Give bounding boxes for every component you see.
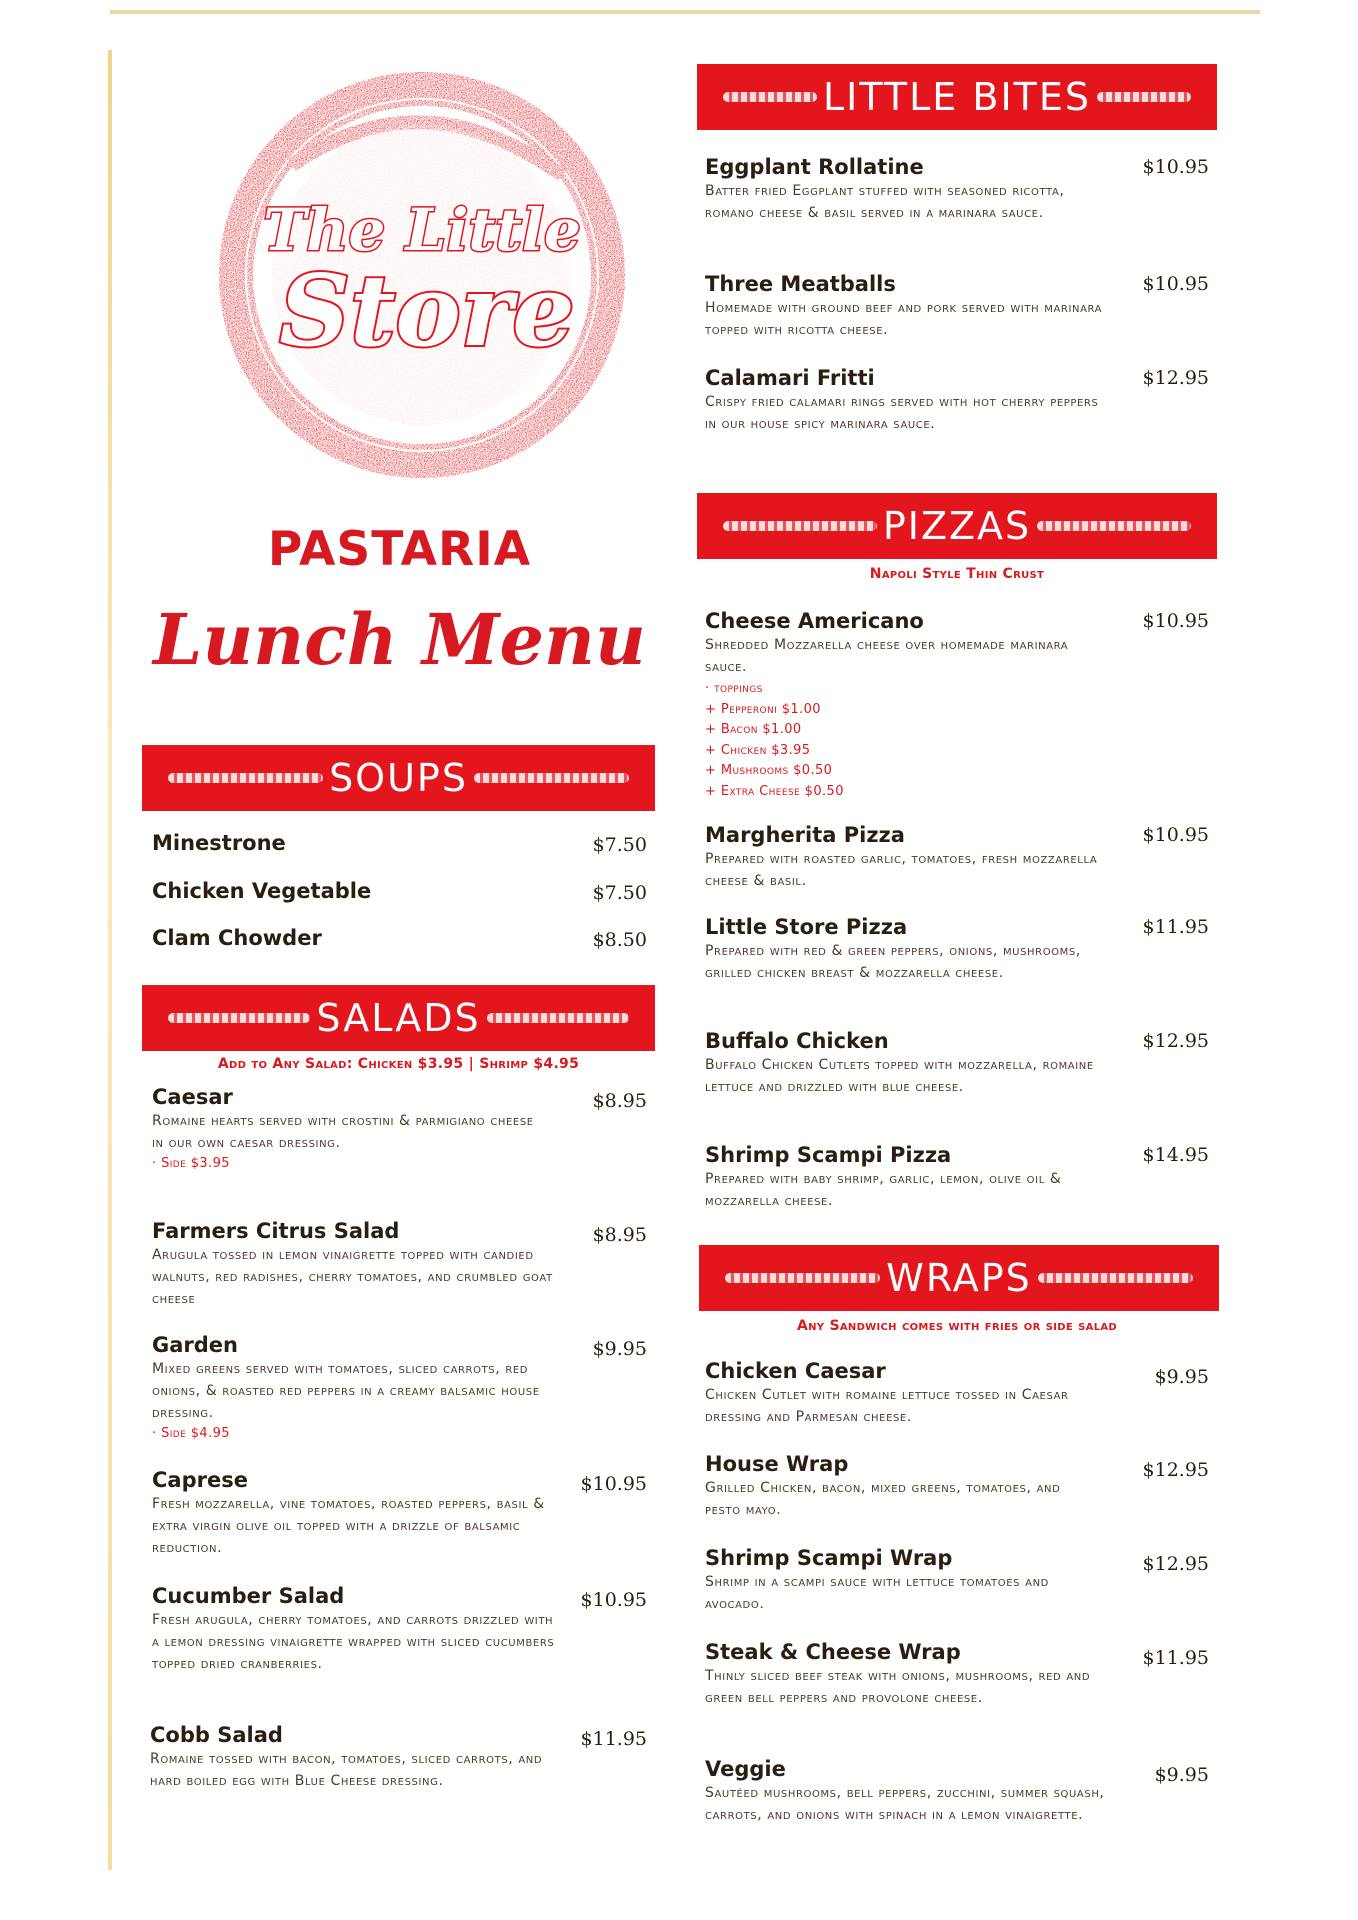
item-name: Chicken Vegetable: [152, 879, 372, 903]
item-price: $8.95: [592, 1090, 647, 1112]
banner-decoration: [487, 1013, 629, 1023]
menu-item-cucumber-salad: [142, 1583, 657, 1675]
item-price: $9.95: [1154, 1764, 1209, 1786]
item-name: Clam Chowder: [152, 926, 322, 950]
item-description: Grilled Chicken, bacon, mixed greens, tomatoes, and pesto mayo.: [705, 1480, 1061, 1518]
item-name: Three Meatballs: [705, 272, 896, 296]
item-description: Chicken Cutlet with romaine lettuce tossed in Caesar dressing and Parmesan cheese.: [705, 1387, 1069, 1425]
menu-item-minestrone: [142, 830, 657, 856]
item-price: $12.95: [1142, 1459, 1209, 1481]
item-description: Fresh arugula, cherry tomatoes, and carrots drizzled with a lemon dressing vinaigrette wrapped with sliced cucumbers topped dried cranberries.: [152, 1612, 555, 1672]
topping-mushrooms: + Mushrooms $0.50: [705, 763, 833, 778]
item-price: $10.95: [580, 1589, 647, 1611]
page-edge-left: [108, 50, 112, 1870]
item-description: Mixed greens served with tomatoes, sliced carrots, red onions, & roasted red peppers in a creamy balsamic house dressing.: [152, 1361, 540, 1421]
banner-decoration: [723, 521, 877, 531]
menu-item-shrimp-scampi-wrap: [697, 1545, 1217, 1615]
item-description: Batter fried Eggplant stuffed with seasoned ricotta, romano cheese & basil served in a marinara sauce.: [705, 183, 1065, 221]
banner-decoration: [1097, 92, 1191, 102]
item-price: $10.95: [1142, 156, 1209, 178]
menu-item-clam-chowder: [142, 925, 657, 951]
item-name: Caesar: [152, 1085, 233, 1109]
item-price: $12.95: [1142, 1553, 1209, 1575]
item-price: $10.95: [1142, 824, 1209, 846]
item-description: Buffalo Chicken Cutlets topped with mozzarella, romaine lettuce and drizzled with blue cheese.: [705, 1057, 1094, 1095]
banner-decoration: [474, 773, 629, 783]
item-name: Steak & Cheese Wrap: [705, 1640, 961, 1664]
item-name: Cobb Salad: [150, 1723, 283, 1747]
item-name: Shrimp Scampi Pizza: [705, 1143, 952, 1167]
item-price: $12.95: [1142, 1030, 1209, 1052]
item-description: Prepared with baby shrimp, garlic, lemon, olive oil & mozzarella cheese.: [705, 1171, 1062, 1209]
item-price: $9.95: [592, 1338, 647, 1360]
item-name: Garden: [152, 1333, 238, 1357]
item-name: Farmers Citrus Salad: [152, 1219, 400, 1243]
banner-decoration: [168, 773, 323, 783]
item-name: Minestrone: [152, 831, 286, 855]
menu-item-calamari-fritti: [697, 365, 1217, 435]
item-name: Eggplant Rollatine: [705, 155, 924, 179]
item-price: $11.95: [1142, 1647, 1209, 1669]
pizzas-banner: [697, 493, 1217, 559]
menu-item-house-wrap: [697, 1451, 1217, 1521]
item-price: $10.95: [1142, 273, 1209, 295]
banner-decoration: [1037, 521, 1191, 531]
item-name: Shrimp Scampi Wrap: [705, 1546, 953, 1570]
menu-item-caprese: [142, 1467, 657, 1559]
menu-title: Lunch Menu: [153, 598, 646, 681]
menu-item-farmers-citrus-salad: [142, 1218, 657, 1310]
menu-item-shrimp-scampi-pizza: [697, 1142, 1217, 1212]
item-side-option: · Side $4.95: [152, 1426, 230, 1441]
menu-item-cobb-salad: [142, 1722, 657, 1792]
item-description: Prepared with red & green peppers, onions, mushrooms, grilled chicken breast & mozzarella cheese.: [705, 943, 1081, 981]
pizzas-title: PIZZAS: [882, 504, 1032, 548]
item-price: $7.50: [592, 834, 647, 856]
menu-item-eggplant-rollatine: [697, 154, 1217, 224]
item-description: Shrimp in a scampi sauce with lettuce tomatoes and avocado.: [705, 1574, 1049, 1612]
logo-line2: Store: [279, 254, 575, 369]
salads-banner: [142, 985, 655, 1051]
item-description: Homemade with ground beef and pork served with marinara topped with ricotta cheese.: [705, 300, 1103, 338]
soups-title: SOUPS: [329, 756, 468, 800]
item-name: Calamari Fritti: [705, 366, 875, 390]
item-description: Shredded Mozzarella cheese over homemade marinara sauce.: [705, 637, 1069, 675]
menu-item-margherita-pizza: [697, 822, 1217, 892]
item-price: $11.95: [580, 1728, 647, 1750]
item-price: $8.95: [592, 1224, 647, 1246]
item-price: $14.95: [1142, 1144, 1209, 1166]
topping-bacon: + Bacon $1.00: [705, 722, 802, 737]
item-name: Buffalo Chicken: [705, 1029, 889, 1053]
menu-item-three-meatballs: [697, 271, 1217, 341]
menu-item-garden: [142, 1332, 657, 1444]
little-bites-banner: [697, 64, 1217, 130]
item-name: Veggie: [705, 1757, 786, 1781]
item-description: Sautéed mushrooms, bell peppers, zucchini, summer squash, carrots, and onions with spinach in a lemon vinaigrette.: [705, 1785, 1105, 1823]
little-bites-title: LITTLE BITES: [823, 75, 1092, 119]
toppings-label: · toppings: [705, 681, 763, 696]
topping-pepperoni: + Pepperoni $1.00: [705, 701, 821, 717]
item-description: Prepared with roasted garlic, tomatoes, fresh mozzarella cheese & basil.: [705, 851, 1098, 889]
wraps-banner: [699, 1245, 1219, 1311]
wraps-title: WRAPS: [886, 1256, 1032, 1300]
banner-decoration: [723, 92, 817, 102]
item-price: $7.50: [592, 882, 647, 904]
item-description: Crispy fried calamari rings served with hot cherry peppers in our house spicy marinara sauce.: [705, 394, 1099, 432]
item-price: $12.95: [1142, 367, 1209, 389]
store-logo: [202, 55, 642, 495]
item-price: $10.95: [1142, 610, 1209, 632]
item-name: Margherita Pizza: [705, 823, 905, 847]
item-description: Romaine hearts served with crostini & parmigiano cheese in our own caesar dressing.: [152, 1113, 534, 1151]
toppings-list: [705, 679, 1107, 802]
pizzas-note: Napoli Style Thin Crust: [869, 566, 1045, 582]
menu-item-steak-cheese-wrap: [697, 1639, 1217, 1709]
salads-note: Add to Any Salad: Chicken $3.95 | Shrimp $4.95: [217, 1056, 580, 1072]
item-description: Fresh mozzarella, vine tomatoes, roasted peppers, basil & extra virgin olive oil topped with a drizzle of balsamic reduction.: [152, 1496, 545, 1556]
banner-decoration: [168, 1013, 310, 1023]
menu-item-veggie: [697, 1756, 1217, 1826]
wraps-note: Any Sandwich comes with fries or side salad: [796, 1318, 1118, 1334]
item-price: $8.50: [592, 929, 647, 951]
salads-title: SALADS: [316, 996, 481, 1040]
menu-item-chicken-caesar: [697, 1358, 1217, 1428]
restaurant-subtitle: PASTARIA: [267, 522, 532, 577]
topping-extra-cheese: + Extra Cheese $0.50: [705, 783, 844, 799]
item-name: Cucumber Salad: [152, 1584, 345, 1608]
item-name: Cheese Americano: [705, 609, 924, 633]
menu-item-cheese-americano: [697, 608, 1217, 802]
item-name: House Wrap: [705, 1452, 849, 1476]
banner-decoration: [1038, 1273, 1193, 1283]
item-name: Caprese: [152, 1468, 248, 1492]
item-name: Little Store Pizza: [705, 915, 908, 939]
menu-item-buffalo-chicken: [697, 1028, 1217, 1098]
item-description: Romaine tossed with bacon, tomatoes, sliced carrots, and hard boiled egg with Blue Cheese dressing.: [150, 1751, 543, 1789]
item-side-option: · Side $3.95: [152, 1156, 230, 1171]
page-edge: [110, 10, 1260, 14]
logo-line1: The Little: [263, 196, 581, 264]
item-price: $11.95: [1142, 916, 1209, 938]
item-price: $10.95: [580, 1473, 647, 1495]
item-description: Arugula tossed in lemon vinaigrette topped with candied walnuts, red radishes, cherry tomatoes, and crumbled goat cheese: [152, 1247, 553, 1307]
menu-item-caesar: [142, 1084, 657, 1174]
item-price: $9.95: [1154, 1366, 1209, 1388]
item-name: Chicken Caesar: [705, 1359, 886, 1383]
banner-decoration: [725, 1273, 880, 1283]
topping-chicken: + Chicken $3.95: [705, 742, 811, 758]
menu-item-little-store-pizza: [697, 914, 1217, 984]
item-description: Thinly sliced beef steak with onions, mushrooms, red and green bell peppers and provolone cheese.: [705, 1668, 1091, 1706]
menu-item-chicken-vegetable: [142, 878, 657, 904]
soups-banner: [142, 745, 655, 811]
